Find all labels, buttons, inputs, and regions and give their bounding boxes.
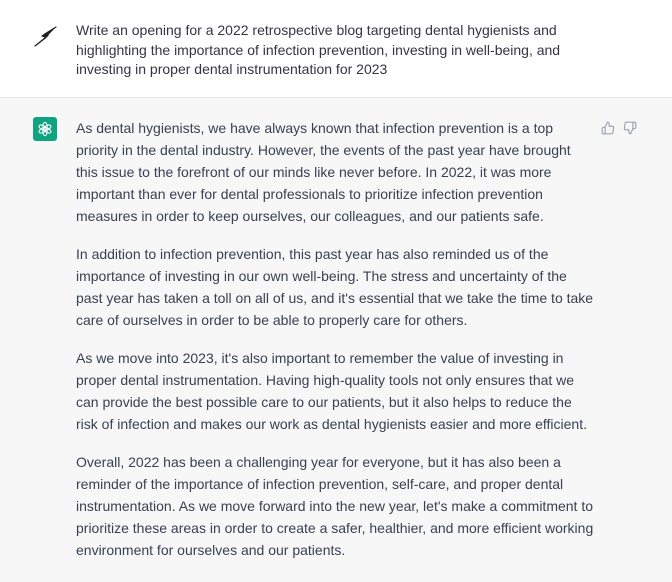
assistant-message-row: [0, 98, 672, 582]
openai-logo-icon: [33, 117, 57, 141]
assistant-paragraph: As we move into 2023, it's also important to remember the value of investing in proper dental instrumentation. Having high-quality tools not only ensures that we can provide the best possible care to our patients, but it also helps to reduce the risk of infection and makes our work as dental hygienists easier and more efficient.: [76, 350, 587, 432]
assistant-paragraph: Overall, 2022 has been a challenging year for everyone, but it has also been a reminder of the importance of infection prevention, self-care, and proper dental instrumentation. As we move forward into the new year, let's make a commitment to prioritize these areas in order to create a safer, healthier, and more efficient working environment for ourselves and our patients.: [76, 454, 594, 558]
thumbs-down-icon[interactable]: [622, 120, 638, 136]
user-message-row: [0, 0, 672, 98]
assistant-paragraph: As dental hygienists, we have always known that infection prevention is a top priority in the dental industry. However, the events of the past year have brought this issue to the forefront of our minds like never before. In 2022, it was more important than ever for dental professionals to prioritize infection prevention measures in order to keep ourselves, our colleagues, and our patients safe.: [76, 120, 571, 224]
assistant-message-text: [76, 117, 596, 577]
user-message-text: Write an opening for a 2022 retrospective blog targeting dental hygienists and highlighting the importance of infection prevention, investing in well-being, and investing in proper dental instrumentation for 2023: [76, 22, 561, 77]
lightning-bolt-icon: [33, 24, 57, 48]
assistant-paragraph: In addition to infection prevention, this past year has also reminded us of the importance of investing in our own well-being. The stress and uncertainty of the past year has taken a toll on all of us, and it's essential that we take the time to take care of ourselves in order to be able to properly care for others.: [76, 246, 594, 328]
thumbs-up-icon[interactable]: [600, 120, 616, 136]
